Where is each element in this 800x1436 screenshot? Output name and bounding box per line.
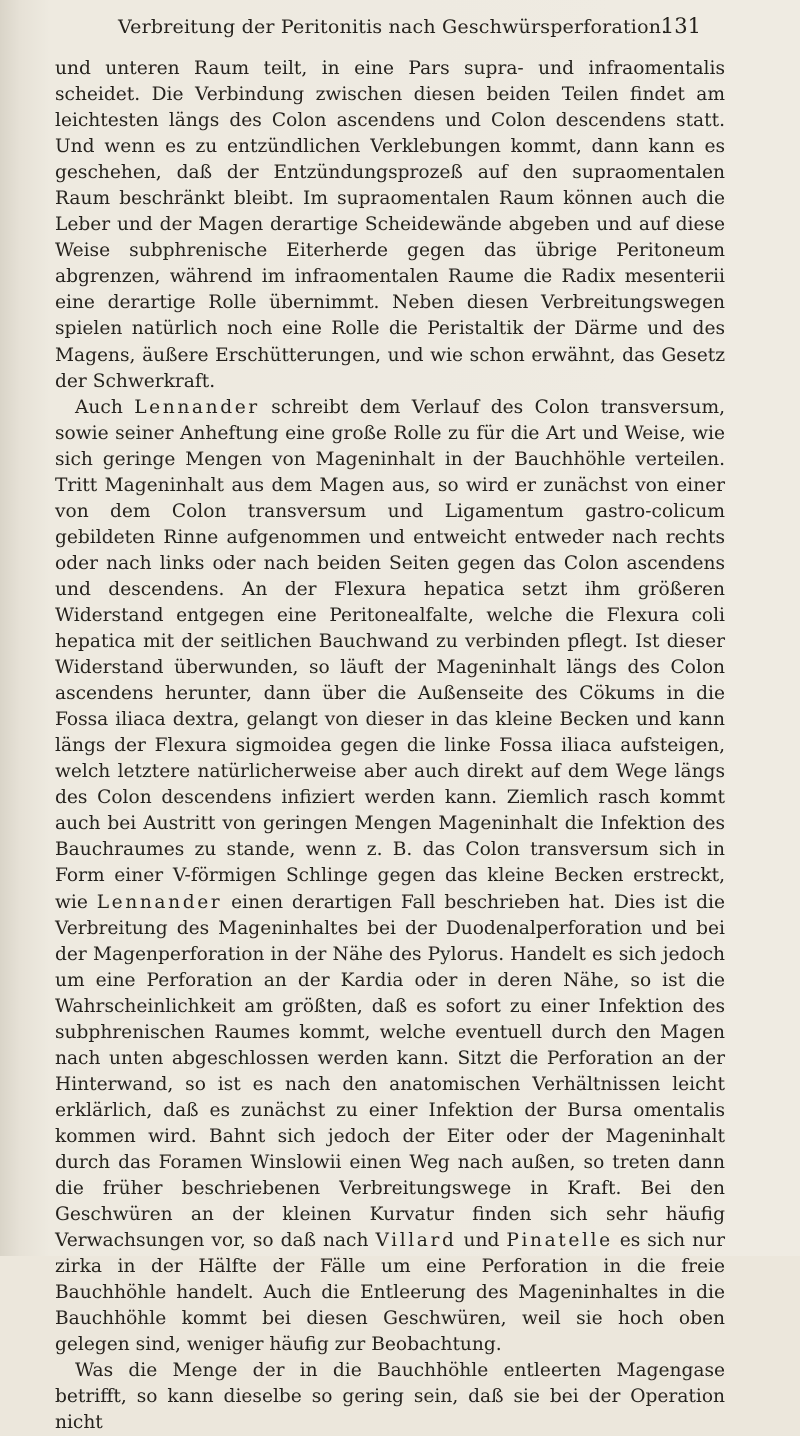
- paragraph-text: Auch: [75, 396, 123, 418]
- paragraph-text: und unteren Raum teilt, in eine Pars supra- und infraomentalis scheidet. Die Verbindung zwischen diesen beiden Teilen findet am leichtesten längs des Colon ascendens und Colon descendens statt. Und wenn es zu entzündlichen Verklebungen kommt, dann kann es geschehen, daß der Entzündungsprozeß auf den supraomentalen Raum beschränkt bleibt. Im supraomentalen Raum können auch die Leber und der Magen derartige Scheidewände abgeben und auf diese Weise subphrenische Eiterherde gegen das übrige Peritoneum abgrenzen, während im infraomentalen Raume die Radix mesenterii eine derartige Rolle übernimmt. Neben diesen Verbreitungswegen spielen natürlich noch eine Rolle die Peristaltik der Därme und des Magens, äußere Erschütterungen, und wie schon erwähnt, das Gesetz der Schwerkraft.: [55, 58, 725, 392]
- paragraph: [55, 56, 725, 395]
- page-number: 131: [660, 14, 701, 38]
- paragraph: [55, 395, 725, 1359]
- paragraph-text: es sich nur zirka in der Hälfte der Fälle um eine Perforation in die freie Bauchhöhle handelt. Auch die Entleerung des Mageninhaltes in die Bauchhöhle kommt bei diesen Geschwüren, weil sie hoch oben gelegen sind, weniger häufig zur Beobachtung.: [55, 1230, 725, 1356]
- author-name: Villard: [375, 1230, 457, 1252]
- paragraph: [55, 1358, 725, 1436]
- paragraph-text: einen derartigen Fall beschrieben hat. Dies ist die Verbreitung des Mageninhaltes bei der Duodenalperforation und bei der Magenperforation in der Nähe des Pylorus. Handelt es sich jedoch um eine Perforation an der Kardia oder in deren Nähe, so ist die Wahrscheinlichkeit am größten, daß es sofort zu einer Infektion des subphrenischen Raumes kommt, welche eventuell durch den Magen nach unten abgeschlossen werden kann. Sitzt die Perforation an der Hinterwand, so ist es nach den anatomischen Verhältnissen leicht erklärlich, daß es zunächst zu einer Infektion der Bursa omentalis kommen wird. Bahnt sich jedoch der Eiter oder der Mageninhalt durch das Foramen Winslowii einen Weg nach außen, so treten dann die früher beschriebenen Verbreitungswege in Kraft. Bei den Geschwüren an der kleinen Kurvatur finden sich sehr häufig Verwachsungen vor, so daß nach: [55, 891, 725, 1252]
- running-title: Verbreitung der Peritonitis nach Geschwürsperforation.: [118, 16, 668, 38]
- paragraph-text: schreibt dem Verlauf des Colon transversum, sowie seiner Anheftung eine große Rolle zu für die Art und Weise, wie sich geringe Mengen von Mageninhalt in der Bauchhöhle verteilen. Tritt Mageninhalt aus dem Magen aus, so wird er zunächst von einer von dem Colon transversum und Ligamentum gastro-colicum gebildeten Rinne aufgenommen und entweicht entweder nach rechts oder nach links oder nach beiden Seiten gegen das Colon ascendens und descendens. An der Flexura hepatica setzt ihm größeren Widerstand entgegen eine Peritonealfalte, welche die Flexura coli hepatica mit der seitlichen Bauchwand zu verbinden pflegt. Ist dieser Widerstand überwunden, so läuft der Mageninhalt längs des Colon ascendens herunter, dann über die Außenseite des Cökums in die Fossa iliaca dextra, gelangt von dieser in das kleine Becken und kann längs der Flexura sigmoidea gegen die linke Fossa iliaca aufsteigen, welch letztere natürlicherweise aber auch direkt auf dem Wege längs des Colon descendens infiziert werden kann. Ziemlich rasch kommt auch bei Austritt von geringen Mengen Mageninhalt die Infektion des Bauchraumes zu stande, wenn z. B. das Colon transversum sich in Form einer V-förmigen Schlinge gegen das kleine Becken erstreckt, wie: [55, 396, 725, 913]
- paragraph-text: und: [463, 1230, 500, 1252]
- paragraph-text: Was die Menge der in die Bauchhöhle entleerten Magengase betrifft, so kann dieselbe so gering sein, daß sie bei der Operation nicht: [55, 1360, 725, 1434]
- page-header: [0, 16, 800, 44]
- author-name: Lennander: [96, 891, 223, 913]
- body-text: [55, 56, 725, 1436]
- author-name: Lennander: [134, 396, 260, 418]
- author-name: Pinatelle: [506, 1230, 613, 1252]
